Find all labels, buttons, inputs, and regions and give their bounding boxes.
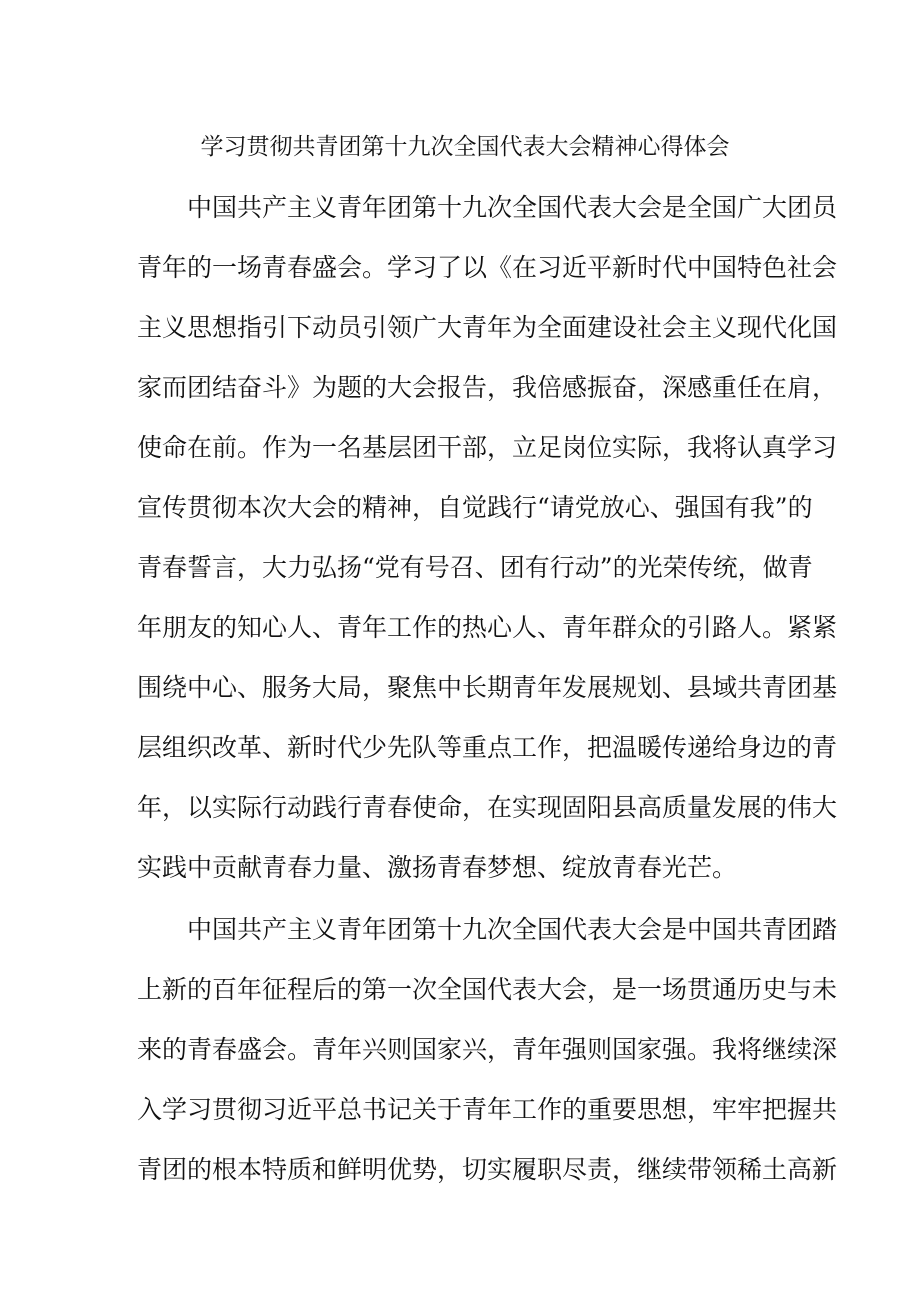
- paragraph-line: 入学习贯彻习近平总书记关于青年工作的重要思想，牢牢把握共: [137, 1095, 838, 1124]
- paragraph-line: 青年的一场青春盛会。学习了以《在习近平新时代中国特色社会: [137, 253, 838, 282]
- paragraph-line: 使命在前。作为一名基层团干部，立足岗位实际，我将认真学习: [137, 433, 838, 462]
- paragraph-line: 家而团结奋斗》为题的大会报告，我倍感振奋，深感重任在肩，: [137, 373, 838, 402]
- paragraph-line: 主义思想指引下动员引领广大青年为全面建设社会主义现代化国: [137, 313, 838, 342]
- paragraph-line: 来的青春盛会。青年兴则国家兴，青年强则国家强。我将继续深: [137, 1035, 838, 1064]
- paragraph-line: 年朋友的知心人、青年工作的热心人、青年群众的引路人。紧紧: [137, 613, 838, 642]
- paragraph-line: 青春誓言，大力弘扬“党有号召、团有行动”的光荣传统，做青: [137, 553, 813, 582]
- paragraph-line: 中国共产主义青年团第十九次全国代表大会是全国广大团员: [187, 193, 838, 222]
- paragraph-line: 青团的根本特质和鲜明优势，切实履职尽责，继续带领稀土高新: [137, 1155, 838, 1184]
- paragraph-line: 实践中贡献青春力量、激扬青春梦想、绽放青春光芒。: [137, 853, 738, 882]
- paragraph-line: 围绕中心、服务大局，聚焦中长期青年发展规划、县域共青团基: [137, 673, 838, 702]
- paragraph-line: 宣传贯彻本次大会的精神，自觉践行“请党放心、强国有我”的: [137, 493, 813, 522]
- paragraph-line: 层组织改革、新时代少先队等重点工作，把温暖传递给身边的青: [137, 733, 838, 762]
- document-title: 学习贯彻共青团第十九次全国代表大会精神心得体会: [200, 134, 730, 160]
- paragraph-line: 中国共产主义青年团第十九次全国代表大会是中国共青团踏: [187, 915, 838, 944]
- paragraph-line: 年，以实际行动践行青春使命，在实现固阳县高质量发展的伟大: [137, 793, 838, 822]
- paragraph-line: 上新的百年征程后的第一次全国代表大会，是一场贯通历史与未: [137, 975, 838, 1004]
